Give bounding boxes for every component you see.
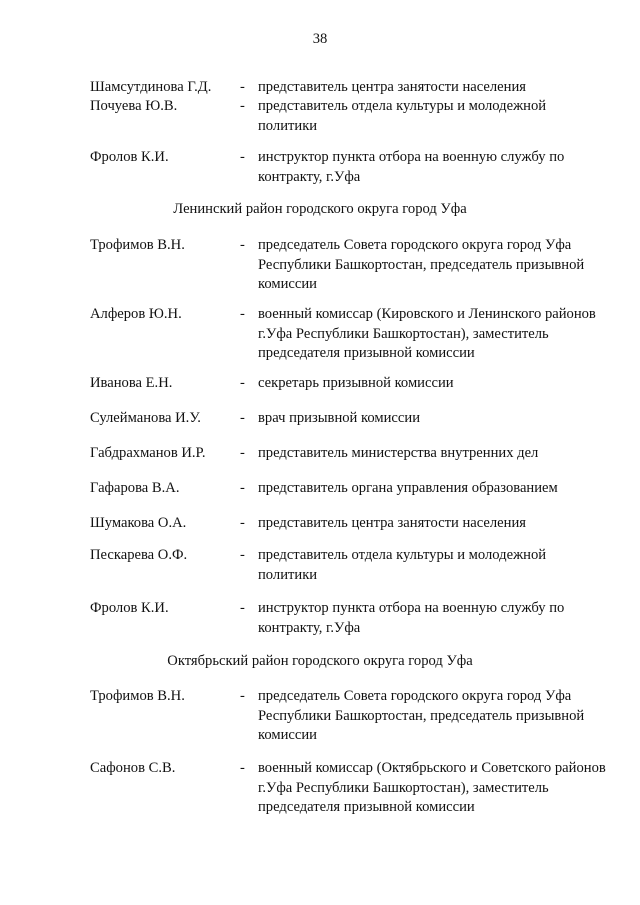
member-role: инструктор пункта отбора на военную службу по контракту, г.Уфа [258,149,565,185]
dash: - [240,98,245,114]
member-role: председатель Совета городского округа город Уфа Республики Башкортостан, председатель призывной комиссии [258,237,585,292]
dash: - [240,688,245,704]
dash: - [240,547,245,563]
member-role: представитель органа управления образованием [258,480,558,496]
member-name: Шамсутдинова Г.Д. [90,79,212,95]
dash: - [240,149,245,165]
section-heading-oktyabrsky: Октябрьский район городского округа город Уфа [167,653,473,669]
dash: - [240,480,245,496]
member-name: Трофимов В.Н. [90,237,185,253]
member-role: представитель отдела культуры и молодежной политики [258,98,547,134]
member-role: представитель центра занятости населения [258,515,526,531]
member-role: секретарь призывной комиссии [258,375,454,391]
member-role: представитель министерства внутренних дел [258,445,539,461]
dash: - [240,515,245,531]
member-role: представитель отдела культуры и молодежной политики [258,547,547,583]
member-role: председатель Совета городского округа город Уфа Республики Башкортостан, председатель призывной комиссии [258,688,585,743]
member-name: Гафарова В.А. [90,480,180,496]
dash: - [240,79,245,95]
member-name: Габдрахманов И.Р. [90,445,206,461]
member-name: Фролов К.И. [90,600,169,616]
member-role: врач призывной комиссии [258,410,420,426]
member-role: инструктор пункта отбора на военную службу по контракту, г.Уфа [258,600,565,636]
dash: - [240,600,245,616]
dash: - [240,445,245,461]
member-name: Шумакова О.А. [90,515,187,531]
member-name: Алферов Ю.Н. [90,306,182,322]
member-name: Фролов К.И. [90,149,169,165]
member-role: военный комиссар (Октябрьского и Советского районов г.Уфа Республики Башкортостан), заместитель председателя призывной комиссии [258,760,606,815]
dash: - [240,375,245,391]
member-name: Сафонов С.В. [90,760,176,776]
member-name: Сулейманова И.У. [90,410,201,426]
dash: - [240,760,245,776]
member-name: Иванова Е.Н. [90,375,173,391]
dash: - [240,237,245,253]
member-name: Трофимов В.Н. [90,688,185,704]
section-heading-leninsky: Ленинский район городского округа город Уфа [173,201,467,217]
page-number: 38 [312,31,328,47]
dash: - [240,306,245,322]
member-role: военный комиссар (Кировского и Ленинского районов г.Уфа Республики Башкортостан), заместитель председателя призывной комиссии [258,306,596,361]
member-name: Пескарева О.Ф. [90,547,188,563]
member-name: Почуева Ю.В. [90,98,178,114]
dash: - [240,410,245,426]
member-role: представитель центра занятости населения [258,79,526,95]
